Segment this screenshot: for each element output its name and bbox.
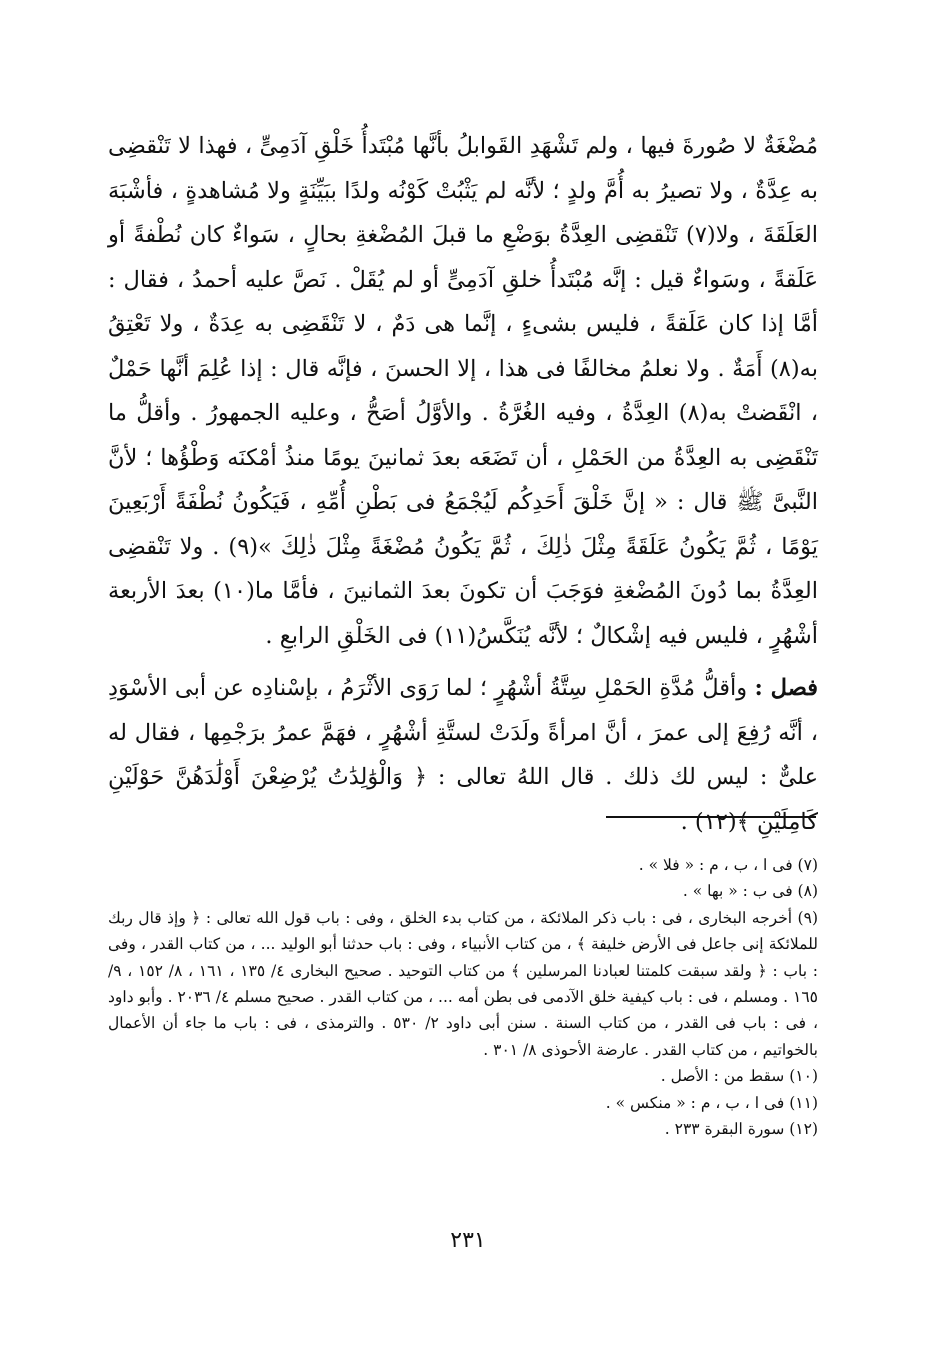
footnote-11: (١١) فى ا ، ب ، م : « منكس » . — [605, 1093, 818, 1112]
paragraph-1: مُضْغَةٌ لا صُورةَ فيها ، ولم تَشْهَدِ القَوابلُ بأنَّها مُبْتَدأُ خَلْقِ آدَمِىٍّ ، فهذا لا تَنْقضِى به عِدَّةٌ ، ولا تصيرُ به أُمَّ ولدٍ ؛ لأنَّه لم يَثْبُتْ كَوْنُه ولدًا ببَيِّنَةٍ ولا مُشاهدةٍ ، فأشْبَهَ العَلَقَةَ ، ولا(٧) تَنْقضِى العِدَّةُ بوَضْعِ ما قبلَ المُضْغةِ بحالٍ ، سَواءٌ كان نُطْفةً أو عَلَقةً ، وسَواءٌ قيل : إنَّه مُبْتَدأُ خلقِ آدَمِىٍّ أو لم يُقَلْ . نَصَّ عليه أحمدُ ، فقال : أمَّا إذا كان عَلَقةً ، فليس بشىءٍ ، إنَّما هى دَمٌ ، لا تَنْقَضِى به عِدَةٌ ، ولا تَعْتِقُ به(٨) أَمَةٌ . ولا نعلمُ مخالفًا فى هذا ، إلا الحسنَ ، فإنَّه قال : إذا عُلِمَ أنَّها حَمْلٌ ، انْقَضتْ به(٨) العِدَّةُ ، وفيه الغُرَّةُ . والأوَّلُ أصَحُّ ، وعليه الجمهورُ . وأقلُّ ما تَنْقَضِى به العِدَّةُ من الحَمْلِ ، أن تَضَعَه بعدَ ثمانينَ يومًا منذُ أمْكنَه وَطْؤُها ؛ لأنَّ النَّبىَّ ﷺ قال : « إنَّ خَلْقَ أَحَدِكُم لَيُجْمَعُ فى بَطْنِ أُمِّهِ ، فَيَكُونُ نُطْفَةً أَرْبَعِينَ يَوْمًا ، ثُمَّ يَكُونُ عَلَقَةً مِثْلَ ذٰلِكَ ، ثُمَّ يَكُونُ مُضْغَةً مِثْلَ ذٰلِكَ »(٩) . ولا تَنْقضِى العِدَّةُ بما دُونَ المُضْغةِ فوَجَبَ أن تكونَ بعدَ الثمانينَ ، فأمَّا ما(١٠) بعدَ الأربعة أشْهُرٍ ، فليس فيه إشْكالٌ ؛ لأنَّه يُنَكَّسُ(١١) فى الخَلْقِ الرابعِ . — [108, 133, 818, 649]
footnotes — [108, 852, 818, 1142]
footnote-8: (٨) فى ب : « بها » . — [682, 882, 818, 901]
main-text — [108, 124, 818, 844]
page-number: ٢٣١ — [450, 1228, 486, 1253]
paragraph-2-text: وأقلُّ مُدَّةِ الحَمْلِ سِتَّةُ أشْهُرٍ ؛ لما رَوَى الأثْرَمُ ، بإسْنادِه عن أبى الأسْوَدِ ، أنَّه رُفِعَ إلى عمرَ ، أنَّ امرأةً ولَدَتْ لستَّةِ أشْهُرٍ ، فهَمَّ عمرُ برَجْمِها ، فقال له علىٌّ : ليس لك ذلك . قال اللهُ تعالى : ﴿ وَالْوَٰلِدَٰتُ يُرْضِعْنَ أَوْلَٰدَهُنَّ حَوْلَيْنِ كَامِلَيْنِ ﴾(١٢) . — [108, 675, 818, 835]
footnote-9: (٩) أخرجه البخارى ، فى : باب ذكر الملائكة ، من كتاب بدء الخلق ، وفى : باب قول الله تعالى : ﴿ وإذ قال ربك للملائكة إنى جاعل فى الأرض خليفة ﴾ ، من كتاب الأنبياء ، وفى : باب حدثنا أبو الوليد ... ، من كتاب القدر ، وفى : باب : ﴿ ولقد سبقت كلمتنا لعبادنا المرسلين ﴾ من كتاب التوحيد . صحيح البخارى ٤/ ١٣٥ ، ١٦١ ، ٨/ ١٥٢ ، ٩/ ١٦٥ . ومسلم ، فى : باب كيفية خلق الآدمى فى بطن أمه ... ، من كتاب القدر . صحيح مسلم ٤/ ٢٠٣٦ . وأبو داود ، فى : باب فى القدر ، من كتاب السنة . سنن أبى داود ٢/ ٥٣٠ . والترمذى ، فى : باب ما جاء أن الأعمال بالخواتيم ، من كتاب القدر . عارضة الأحوذى ٨/ ٣٠١ . — [108, 908, 819, 1059]
fasl-label: فصل : — [754, 675, 818, 701]
footnote-12: (١٢) سورة البقرة ٢٣٣ . — [664, 1120, 818, 1139]
footnote-10: (١٠) سقط من : الأصل . — [660, 1067, 818, 1086]
footnote-7: (٧) فى ا ، ب ، م : « فلا » . — [638, 856, 818, 874]
footnote-divider — [606, 816, 816, 818]
